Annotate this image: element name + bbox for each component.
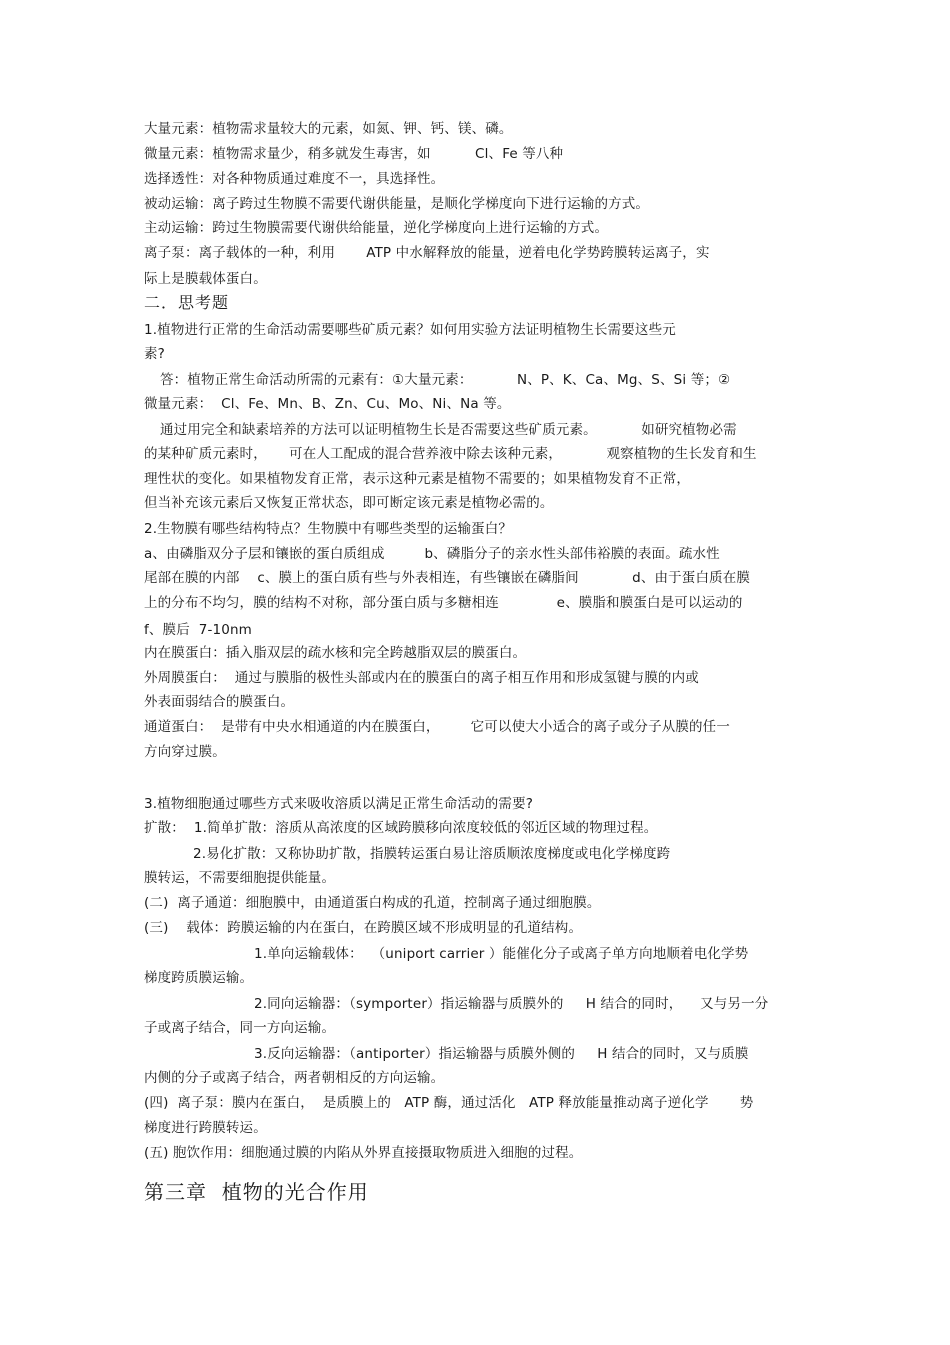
section-heading: 二．思考题	[144, 293, 230, 312]
text-line: 素?	[144, 346, 165, 362]
text-line: 尾部在膜的内部 c、膜上的蛋白质有些与外表相连，有些镶嵌在磷脂间 d、由于蛋白质在膜	[144, 570, 751, 586]
chapter-title: 第三章 植物的光合作用	[144, 1180, 369, 1204]
text-line: 梯度跨质膜运输。	[144, 970, 254, 986]
text-line: a、由磷脂双分子层和镶嵌的蛋白质组成 b、磷脂分子的亲水性头部伟裕膜的表面。疏水性	[144, 546, 720, 562]
question-1: 1.植物进行正常的生命活动需要哪些矿质元素？如何用实验方法证明植物生长需要这些元	[144, 322, 676, 338]
text-line: f、膜后 7-10nm	[144, 622, 252, 638]
text-line: 3.反向运输器：（antiporter）指运输器与质膜外侧的 H 结合的同时，又与质膜	[254, 1046, 749, 1062]
text-line: (四) 离子泵：膜内在蛋白， 是质膜上的 ATP 酶，通过活化 ATP 释放能量推动离子逆化学 势	[144, 1095, 754, 1111]
text-line: 微量元素：植物需求量少，稍多就发生毒害，如 Cl、Fe 等八种	[144, 146, 564, 162]
text-line: (二) 离子通道：细胞膜中，由通道蛋白构成的孔道，控制离子通过细胞膜。	[144, 895, 601, 911]
text-line: 子或离子结合，同一方向运输。	[144, 1020, 336, 1036]
text-line: 2.同向运输器：（symporter）指运输器与质膜外的 H 结合的同时， 又与另一分	[254, 996, 769, 1012]
text-line: 通过用完全和缺素培养的方法可以证明植物生长是否需要这些矿质元素。 如研究植物必需	[160, 422, 737, 438]
text-line: 离子泵：离子载体的一种，利用 ATP 中水解释放的能量，逆着电化学势跨膜转运离子，实	[144, 245, 710, 261]
text-line: 主动运输：跨过生物膜需要代谢供给能量，逆化学梯度向上进行运输的方式。	[144, 220, 609, 236]
text-line: 大量元素：植物需求量较大的元素，如氮、钾、钙、镁、磷。	[144, 121, 513, 137]
text-line: (五) 胞饮作用：细胞通过膜的内陷从外界直接摄取物质进入细胞的过程。	[144, 1145, 583, 1161]
text-line: 1.单向运输载体： （uniport carrier ）能催化分子或离子单方向地顺着电化学势	[254, 946, 749, 962]
text-line: 选择透性：对各种物质通过难度不一，具选择性。	[144, 171, 445, 187]
text-line: 方向穿过膜。	[144, 744, 226, 760]
question-3: 3.植物细胞通过哪些方式来吸收溶质以满足正常生命活动的需要?	[144, 796, 534, 812]
text-line: 际上是膜载体蛋白。	[144, 271, 267, 287]
text-line: 内在膜蛋白：插入脂双层的疏水核和完全跨越脂双层的膜蛋白。	[144, 645, 527, 661]
text-line: 2.易化扩散：又称协助扩散，指膜转运蛋白易让溶质顺浓度梯度或电化学梯度跨	[193, 846, 671, 862]
text-line: 答：植物正常生命活动所需的元素有：①大量元素： N、P、K、Ca、Mg、S、Si 等；②	[160, 372, 731, 388]
text-line: 扩散： 1.简单扩散：溶质从高浓度的区域跨膜移向浓度较低的邻近区域的物理过程。	[144, 820, 658, 836]
text-line: 外周膜蛋白： 通过与膜脂的极性头部或内在的膜蛋白的离子相互作用和形成氢键与膜的内或	[144, 670, 699, 686]
text-line: 的某种矿质元素时， 可在人工配成的混合营养液中除去该种元素， 观察植物的生长发育和生	[144, 446, 757, 462]
text-line: 理性状的变化。如果植物发育正常，表示这种元素是植物不需要的；如果植物发育不正常，	[144, 471, 690, 487]
text-line: 内侧的分子或离子结合，两者朝相反的方向运输。	[144, 1070, 445, 1086]
text-line: 上的分布不均匀，膜的结构不对称，部分蛋白质与多糖相连 e、膜脂和膜蛋白是可以运动的	[144, 595, 743, 611]
question-2: 2.生物膜有哪些结构特点？生物膜中有哪些类型的运输蛋白？	[144, 521, 513, 537]
text-line: 梯度进行跨膜转运。	[144, 1120, 267, 1136]
text-line: 通道蛋白： 是带有中央水相通道的内在膜蛋白， 它可以使大小适合的离子或分子从膜的任一	[144, 719, 730, 735]
text-line: 外表面弱结合的膜蛋白。	[144, 694, 295, 710]
text-line: 被动运输：离子跨过生物膜不需要代谢供能量，是顺化学梯度向下进行运输的方式。	[144, 196, 650, 212]
text-line: 膜转运，不需要细胞提供能量。	[144, 870, 336, 886]
text-line: 但当补充该元素后又恢复正常状态，即可断定该元素是植物必需的。	[144, 495, 554, 511]
text-line: (三) 载体：跨膜运输的内在蛋白，在跨膜区域不形成明显的孔道结构。	[144, 920, 583, 936]
text-line: 微量元素： Cl、Fe、Mn、B、Zn、Cu、Mo、Ni、Na 等。	[144, 396, 511, 412]
